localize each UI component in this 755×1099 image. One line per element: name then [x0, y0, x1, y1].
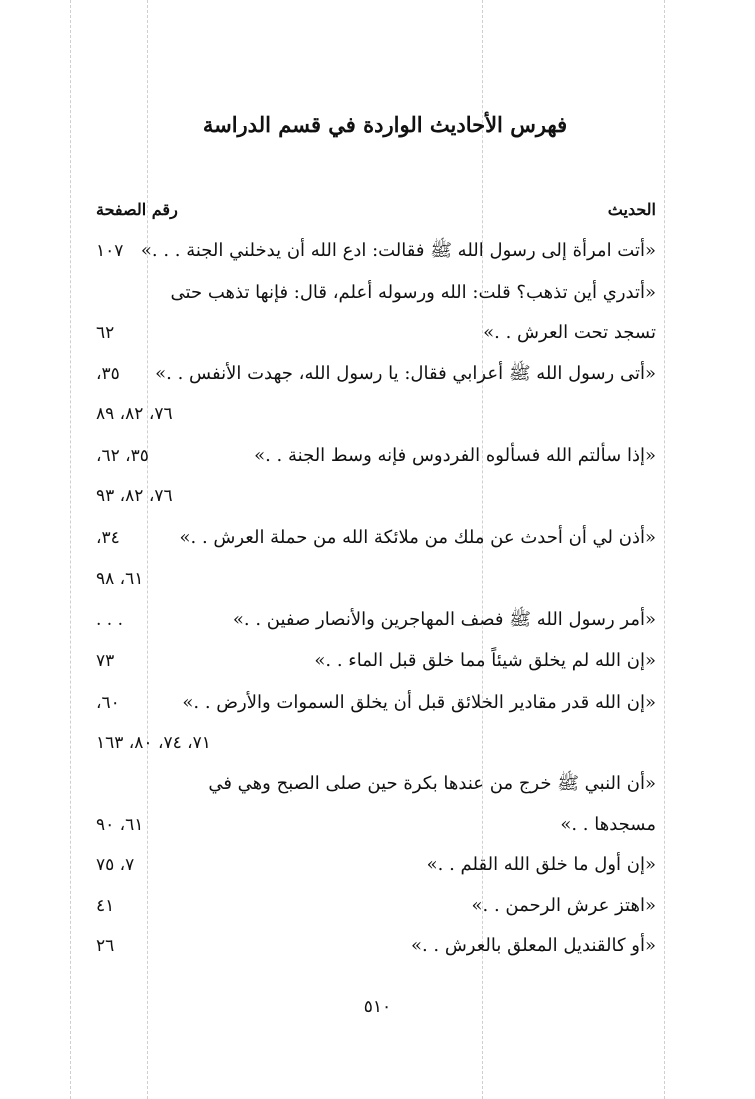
- page-refs: ٣٥، ٦٢،: [96, 446, 149, 466]
- page-refs: ٢٦: [96, 936, 115, 956]
- hadith-text: «أتى رسول الله ﷺ أعرابي فقال: يا رسول الله، جهدت الأنفس . .»: [155, 363, 656, 384]
- index-line: [96, 845, 656, 885]
- index-line: [96, 805, 656, 845]
- page-refs: ٤١: [96, 896, 115, 916]
- index-line: [96, 926, 656, 966]
- index-line: [96, 394, 656, 434]
- index-line: [96, 641, 656, 681]
- page-refs: ١٠٧: [96, 241, 124, 261]
- hadith-text: «أو كالقنديل المعلق بالعرش . .»: [410, 935, 656, 956]
- index-line: [96, 886, 656, 926]
- page-column-header: رقم الصفحة: [96, 200, 178, 219]
- index-line: [96, 764, 656, 804]
- index-line: [96, 231, 656, 271]
- page-title: فهرس الأحاديث الواردة في قسم الدراسة: [202, 112, 568, 137]
- index-line: [96, 559, 656, 599]
- page-refs: ٦١، ٩٨: [96, 569, 144, 589]
- guide-line: [70, 0, 71, 1099]
- hadith-text: مسجدها . .»: [560, 814, 656, 835]
- hadith-text: تسجد تحت العرش . .»: [483, 322, 656, 343]
- hadith-text: «إذا سألتم الله فسألوه الفردوس فإنه وسط الجنة . .»: [254, 445, 656, 466]
- index-line: [96, 313, 656, 353]
- page-refs: ٣٤،: [96, 528, 120, 548]
- guide-line: [664, 0, 665, 1099]
- page-refs: ٧، ٧٥: [96, 855, 135, 875]
- hadith-text: «أتت امرأة إلى رسول الله ﷺ فقالت: ادع الله أن يدخلني الجنة . . .»: [140, 240, 656, 261]
- index-line: [96, 476, 656, 516]
- page-refs: ٧١، ٧٤، ٨٠، ١٦٣: [96, 733, 211, 753]
- page-number: ٥١٠: [363, 997, 392, 1017]
- hadith-text: «إن أول ما خلق الله القلم . .»: [426, 854, 656, 875]
- index-line: [96, 518, 656, 558]
- page-refs: . . .: [96, 610, 124, 630]
- page-refs: ٧٦، ٨٢، ٨٩: [96, 404, 173, 424]
- page-refs: ٧٦، ٨٢، ٩٣: [96, 486, 173, 506]
- index-line: [96, 723, 656, 763]
- hadith-text: «إن الله قدر مقادير الخلائق قبل أن يخلق السموات والأرض . .»: [182, 692, 656, 713]
- hadith-text: «أمر رسول الله ﷺ فصف المهاجرين والأنصار صفين . .»: [232, 609, 656, 630]
- page-refs: ٧٣: [96, 651, 115, 671]
- page-refs: ٦٢: [96, 323, 115, 343]
- index-line: [96, 273, 656, 313]
- index-line: [96, 354, 656, 394]
- hadith-text: «أتدري أين تذهب؟ قلت: الله ورسوله أعلم، قال: فإنها تذهب حتى: [170, 282, 656, 303]
- index-line: [96, 600, 656, 640]
- hadith-column-header: الحديث: [607, 200, 656, 219]
- index-line: [96, 683, 656, 723]
- hadith-text: «أن النبي ﷺ خرج من عندها بكرة حين صلى الصبح وهي في: [208, 773, 656, 794]
- hadith-text: «إن الله لم يخلق شيئاً مما خلق قبل الماء . .»: [314, 650, 656, 671]
- hadith-text: «اهتز عرش الرحمن . .»: [471, 895, 656, 916]
- page-refs: ٦٠،: [96, 693, 120, 713]
- hadith-text: «أذن لي أن أحدث عن ملك من ملائكة الله من حملة العرش . .»: [179, 527, 656, 548]
- index-line: [96, 436, 656, 476]
- page-refs: ٣٥،: [96, 364, 120, 384]
- column-headers: [96, 190, 656, 230]
- page-refs: ٦١، ٩٠: [96, 815, 144, 835]
